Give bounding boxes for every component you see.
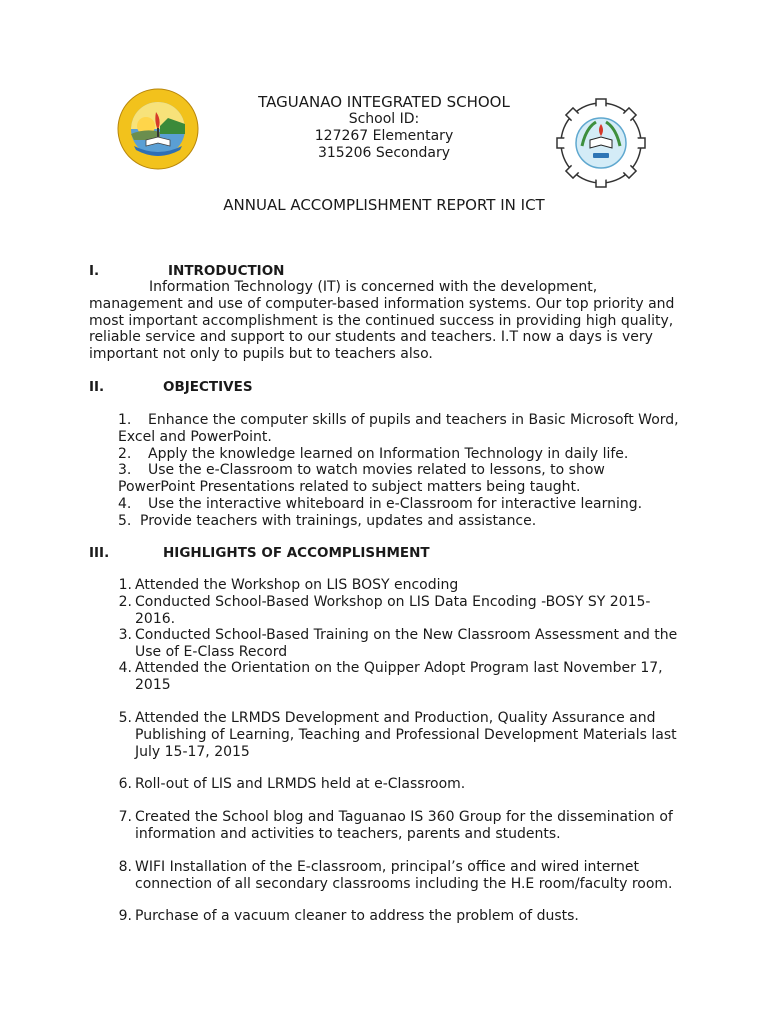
objective-text: Apply the knowledge learned on Information Technology in daily life. [148, 445, 629, 462]
highlight-text [135, 809, 673, 843]
school-id-label: School ID: [348, 111, 420, 127]
objective-number: 1. [118, 412, 132, 428]
objective-item [118, 446, 698, 463]
highlight-text [135, 594, 650, 628]
highlight-line: WIFI Installation of the E-classroom, principal’s office and wired internet [135, 859, 640, 875]
highlight-number: 2. [118, 594, 132, 610]
objectives-list [118, 412, 698, 530]
highlight-line: connection of all secondary classrooms including the H.E room/faculty room. [135, 875, 673, 892]
objective-number: 2. [118, 445, 132, 462]
section-introduction-numeral: I. [89, 263, 100, 279]
objective-item [118, 412, 698, 446]
objective-text: Provide teachers with trainings, updates and assistance. [140, 512, 537, 529]
intro-line: Information Technology (IT) is concerned with the development, [149, 279, 598, 295]
highlight-line: July 15-17, 2015 [135, 743, 250, 760]
intro-line: most important accomplishment is the continued success in providing high quality, [89, 312, 674, 329]
highlight-text [135, 776, 465, 793]
objective-text: Use the e-Classroom to watch movies related to lessons, to show [148, 462, 605, 479]
section-highlights-numeral: III. [89, 545, 110, 561]
objective-number: 4. [118, 495, 132, 512]
highlight-number: 8. [118, 859, 132, 875]
section-objectives-numeral: II. [89, 379, 105, 395]
highlight-line: information and activities to teachers, parents and students. [135, 825, 561, 842]
highlight-text [135, 859, 673, 893]
highlight-line: Created the School blog and Taguanao IS 360 Group for the dissemination of [135, 809, 673, 825]
highlight-number: 9. [118, 908, 132, 924]
introduction-paragraph [89, 279, 689, 363]
objective-number: 5. [118, 512, 132, 529]
objective-item [118, 462, 698, 496]
elementary-id: 127267 Elementary [314, 128, 454, 144]
objective-item [118, 496, 698, 513]
report-title: ANNUAL ACCOMPLISHMENT REPORT IN ICT [223, 196, 545, 214]
highlight-number: 6. [118, 776, 132, 792]
objective-item [118, 513, 698, 530]
highlight-line: Publishing of Learning, Teaching and Professional Development Materials last [135, 726, 677, 743]
highlight-line: Attended the Orientation on the Quipper Adopt Program last November 17, [135, 660, 663, 676]
highlight-line: Roll-out of LIS and LRMDS held at e-Classroom. [135, 776, 466, 792]
intro-line: reliable service and support to our students and teachers. I.T now a days is very [89, 329, 653, 346]
section-objectives-heading: OBJECTIVES [163, 379, 253, 395]
highlight-line: Use of E-Class Record [135, 643, 288, 660]
secondary-id: 315206 Secondary [317, 145, 451, 161]
highlight-number: 4. [118, 660, 132, 676]
section-highlights-heading: HIGHLIGHTS OF ACCOMPLISHMENT [163, 545, 430, 561]
objective-text: Use the interactive whiteboard in e-Classroom for interactive learning. [148, 495, 643, 512]
highlight-text [135, 660, 663, 694]
highlight-number: 7. [118, 809, 132, 825]
objective-number: 3. [118, 462, 132, 479]
highlight-text [135, 627, 677, 661]
objective-text-cont: PowerPoint Presentations related to subject matters being taught. [118, 479, 581, 496]
highlight-number: 5. [118, 710, 132, 726]
objective-text-cont: Excel and PowerPoint. [118, 428, 272, 445]
highlight-line: Purchase of a vacuum cleaner to address the problem of dusts. [135, 908, 579, 924]
highlight-text [135, 908, 579, 925]
highlight-text [135, 577, 458, 594]
section-introduction-heading: INTRODUCTION [168, 263, 285, 279]
highlight-line: Conducted School-Based Training on the New Classroom Assessment and the [135, 627, 678, 643]
highlight-number: 1. [118, 577, 132, 593]
highlight-line: Conducted School-Based Workshop on LIS Data Encoding -BOSY SY 2015- [135, 594, 651, 610]
highlight-line: Attended the LRMDS Development and Production, Quality Assurance and [135, 710, 656, 726]
objective-text: Enhance the computer skills of pupils and teachers in Basic Microsoft Word, [148, 412, 679, 428]
school-name: TAGUANAO INTEGRATED SCHOOL [258, 93, 510, 111]
highlight-number: 3. [118, 627, 132, 643]
highlight-line: 2015 [135, 676, 171, 693]
intro-line: important not only to pupils but to teachers also. [89, 346, 433, 363]
intro-line: management and use of computer-based information systems. Our top priority and [89, 295, 675, 312]
highlight-text [135, 710, 677, 760]
highlight-line: Attended the Workshop on LIS BOSY encoding [135, 577, 459, 593]
highlight-line: 2016. [135, 610, 176, 627]
